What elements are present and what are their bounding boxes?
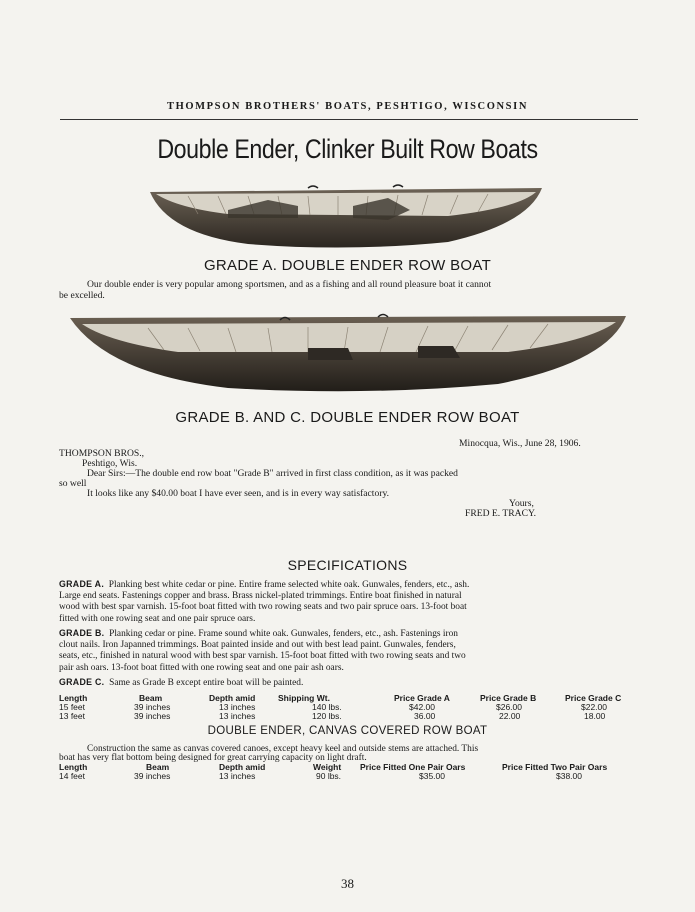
boat-image-grade-bc (68, 312, 628, 398)
boat-image-grade-a (148, 184, 544, 254)
table-cell: 120 lbs. (312, 711, 342, 721)
grade-a-label: GRADE A. (59, 579, 105, 589)
canvas-table (59, 763, 639, 783)
table-cell: 14 feet (59, 771, 85, 781)
page-number: 38 (341, 876, 354, 891)
col-header-depth: Depth amid (219, 762, 266, 772)
table-cell: $38.00 (556, 771, 582, 781)
table-cell: 140 lbs. (312, 702, 342, 712)
letter-date: Minocqua, Wis., June 28, 1906. (459, 438, 581, 449)
col-header-weight: Shipping Wt. (278, 693, 330, 703)
letter-line-2: It looks like any $40.00 boat I have ever seen, and is in every way satisfactory. (87, 488, 390, 499)
grade-a-text-line-2: be excelled. (59, 290, 105, 301)
col-header-weight: Weight (313, 762, 342, 772)
col-header-beam: Beam (146, 762, 170, 772)
letter-closing: Yours, (509, 498, 534, 509)
page-header: THOMPSON BROTHERS' BOATS, PESHTIGO, WISCONSIN (166, 101, 528, 112)
grade-c-label: GRADE C. (59, 677, 105, 687)
table-cell: 90 lbs. (316, 771, 342, 781)
spec-grade-a: GRADE A. Planking best white cedar or pine. Entire frame selected white oak. Gunwales, fenders, etc., ash. Large end seats. Fastenings copper and brass. Brass nickel-plated trimmings. Entire boat finished in natural wood with best spar varnish. 15-foot boat fitted with two rowing seats and two pair spruce oars. 13-foot boat fitted with one rowing seat and one pair spruce oars. (59, 579, 470, 624)
col-header-price-two-pair: Price Fitted Two Pair Oars (502, 762, 608, 772)
header-rule (60, 119, 638, 120)
letter-signature: FRED E. TRACY. (465, 508, 537, 519)
price-table (59, 694, 639, 724)
letter-line-1b: so well (59, 478, 87, 489)
spec-grade-b: GRADE B. Planking cedar or pine. Frame sound white oak. Gunwales, fenders, etc., ash. Fastenings iron clout nails. Iron Japanned trimmings. Boat painted inside and out with best lead paint. Gunwales, fenders, seats, etc., finished in natural wood with best spar varnish. 15-foot boat fitted with two rowing seats and two pair ash oars. 13-foot boat fitted with one rowing seat and one pair ash oars. (59, 628, 466, 673)
col-header-price-c: Price Grade C (565, 693, 622, 703)
table-cell: 15 feet (59, 702, 85, 712)
canvas-text-line-1: Construction the same as canvas covered canoes, except heavy keel and outside stems are attached. This (87, 744, 479, 754)
grade-a-text-line-1: Our double ender is very popular among sportsmen, and as a fishing and all round pleasure boat it cannot (87, 279, 492, 290)
col-header-beam: Beam (139, 693, 163, 703)
table-cell: 22.00 (499, 711, 521, 721)
table-cell: 36.00 (414, 711, 436, 721)
col-header-depth: Depth amid (209, 693, 256, 703)
table-cell: 18.00 (584, 711, 606, 721)
col-header-length: Length (59, 762, 88, 772)
col-header-length: Length (59, 693, 88, 703)
grade-bc-heading: GRADE B. AND C. DOUBLE ENDER ROW BOAT (175, 409, 520, 426)
table-cell: 13 inches (219, 702, 256, 712)
table-cell: $22.00 (581, 702, 607, 712)
table-cell: $26.00 (496, 702, 522, 712)
letter-city: Peshtigo, Wis. (82, 458, 138, 469)
col-header-price-b: Price Grade B (480, 693, 537, 703)
table-cell: 39 inches (134, 711, 171, 721)
table-cell: 39 inches (134, 771, 171, 781)
spec-grade-c: GRADE C. Same as Grade B except entire boat will be painted. (59, 677, 304, 688)
letter-addressee: THOMPSON BROS., (59, 448, 145, 459)
col-header-price-a: Price Grade A (394, 693, 450, 703)
table-cell: 13 feet (59, 711, 85, 721)
specifications-heading: SPECIFICATIONS (287, 557, 408, 573)
letter-line-1: Dear Sirs:—The double end row boat "Grade B" arrived in first class condition, as it was packed (87, 468, 458, 479)
page-title: Double Ender, Clinker Built Row Boats (157, 134, 538, 164)
table-cell: 13 inches (219, 771, 256, 781)
table-cell: $42.00 (409, 702, 435, 712)
table-cell: 39 inches (134, 702, 171, 712)
canvas-heading: DOUBLE ENDER, CANVAS COVERED ROW BOAT (207, 725, 488, 737)
grade-a-heading: GRADE A. DOUBLE ENDER ROW BOAT (203, 257, 492, 274)
grade-b-label: GRADE B. (59, 628, 105, 638)
table-cell: $35.00 (419, 771, 445, 781)
canvas-text-line-2: boat has very flat bottom being designed for great carrying capacity on light draft. (59, 753, 367, 763)
table-cell: 13 inches (219, 711, 256, 721)
col-header-price-one-pair: Price Fitted One Pair Oars (360, 762, 466, 772)
